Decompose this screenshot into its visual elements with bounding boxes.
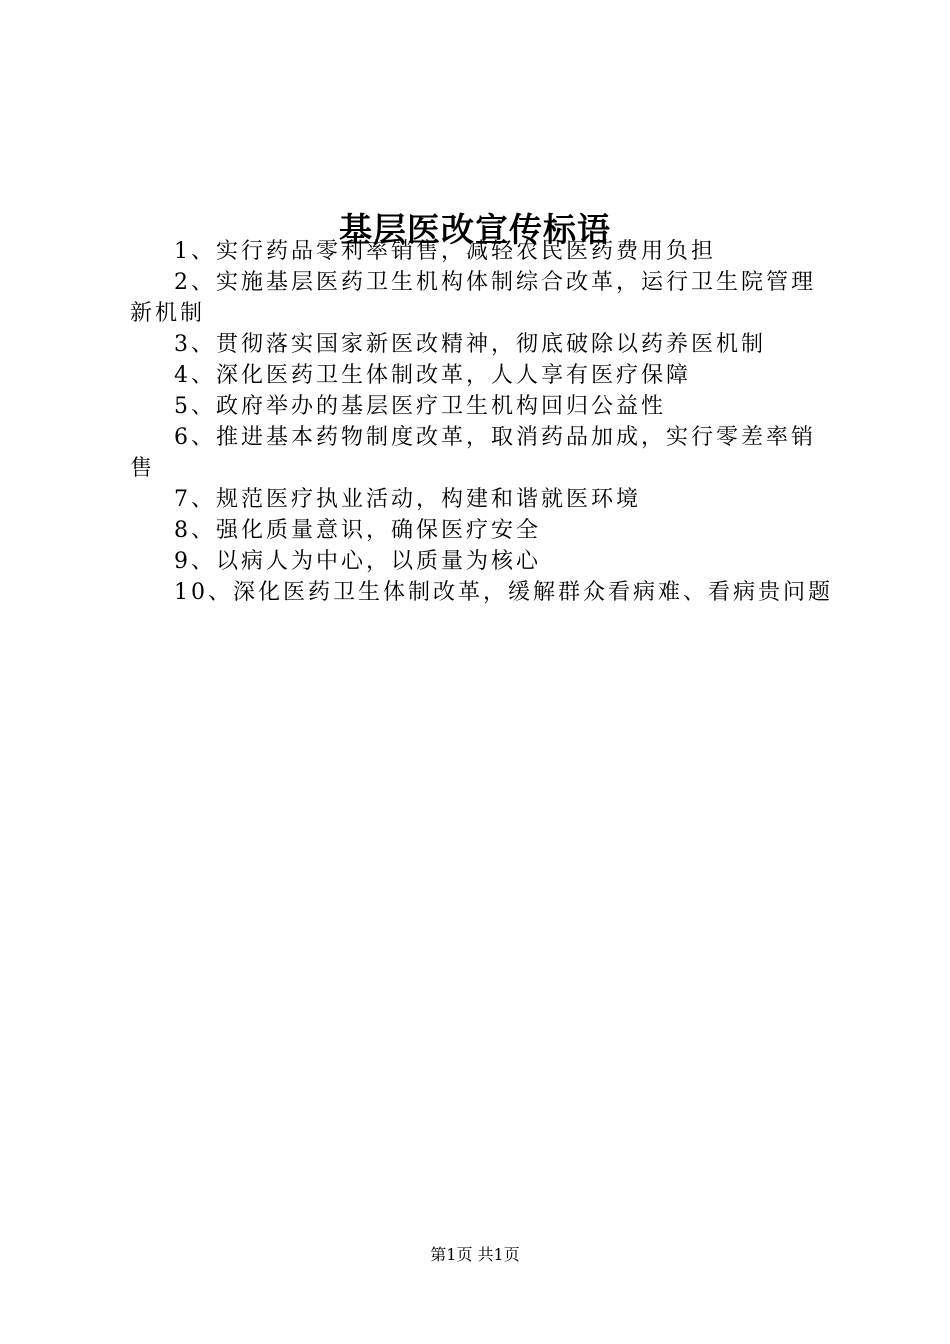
slogan-item-2: 2、实施基层医药卫生机构体制综合改革，运行卫生院管理新机制 bbox=[130, 270, 816, 326]
slogan-item-10: 10、深化医药卫生体制改革，缓解群众看病难、看病贵问题 bbox=[174, 580, 833, 605]
slogan-item-7: 7、规范医疗执业活动，构建和谐就医环境 bbox=[174, 487, 641, 512]
slogan-item-6: 6、推进基本药物制度改革，取消药品加成，实行零差率销售 bbox=[130, 425, 816, 481]
slogan-item-9: 9、以病人为中心，以质量为核心 bbox=[174, 549, 541, 574]
slogan-item-3: 3、贯彻落实国家新医改精神，彻底破除以药养医机制 bbox=[174, 332, 766, 357]
slogan-item-4: 4、深化医药卫生体制改革，人人享有医疗保障 bbox=[174, 363, 691, 388]
slogan-item-8: 8、强化质量意识，确保医疗安全 bbox=[174, 518, 541, 543]
document-title: 基层医改宣传标语 bbox=[339, 210, 611, 250]
slogan-list bbox=[130, 236, 835, 608]
slogan-item-5: 5、政府举办的基层医疗卫生机构回归公益性 bbox=[174, 394, 666, 419]
page-number-footer: 第1页 共1页 bbox=[430, 1245, 520, 1264]
slogan-item-1: 1、实行药品零利率销售，减轻农民医药费用负担 bbox=[174, 239, 716, 264]
